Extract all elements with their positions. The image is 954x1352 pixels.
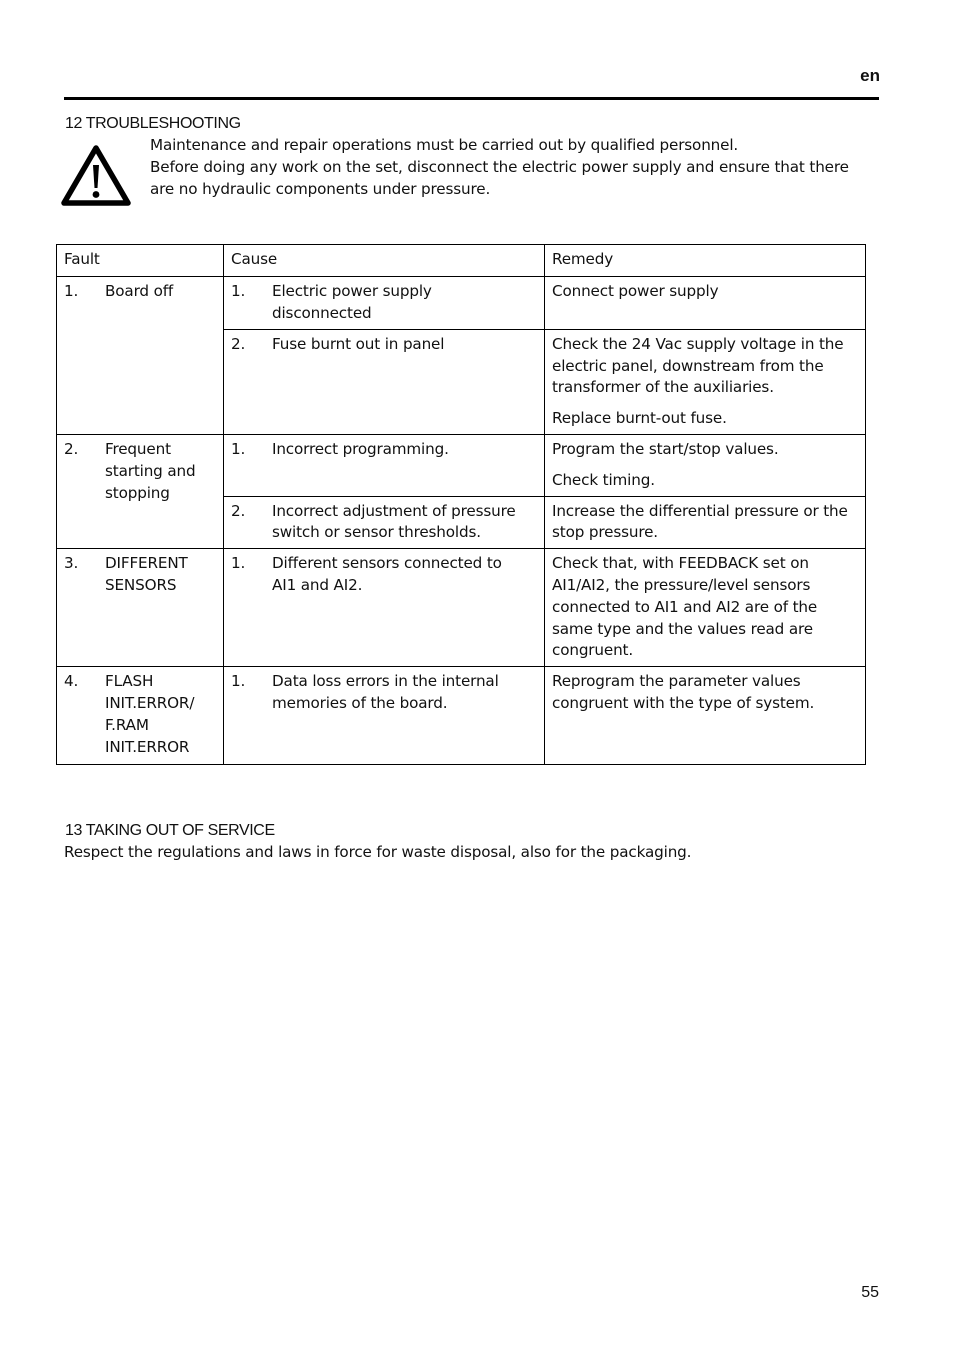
cause-text: Incorrect adjustment of pressure switch or sensor thresholds. [272,501,516,542]
section-13-heading: 13 TAKING OUT OF SERVICE [65,822,275,839]
cause-text: Fuse burnt out in panel [272,334,445,353]
section-13-text: Respect the regulations and laws in force for waste disposal, also for the packaging. [64,843,692,861]
fault-label: Frequent starting and stopping [105,439,196,502]
warning-line: Before doing any work on the set, disconnect the electric power supply and ensure that there [150,157,849,176]
remedy-text: Increase the differential pressure or the stop pressure. [552,501,848,542]
cause-number: 1. [231,672,246,691]
table-row [57,549,866,667]
remedy-text: Check that, with FEEDBACK set on AI1/AI2, the pressure/level sensors connected to AI1 and AI2 are of the same type and the values read are congruent. [552,554,818,660]
cause-number: 1. [231,439,246,458]
warning-line: Maintenance and repair operations must be carried out by qualified personnel. [150,136,739,154]
fault-number: 2. [64,439,79,458]
warning-line: are no hydraulic components under pressure. [150,179,491,198]
remedy-cell [545,549,866,667]
remedy-cell [545,496,866,549]
cause-cell [224,276,545,329]
cause-number: 1. [231,281,246,300]
fault-cell [57,434,224,548]
cause-text: Data loss errors in the internal memories of the board. [272,672,499,712]
fault-cell [57,667,224,765]
cause-text: Electric power supply disconnected [272,281,432,322]
fault-number: 3. [64,554,79,573]
fault-cell [57,276,224,434]
table-row [57,667,866,765]
fault-column-header: Fault [57,245,224,277]
remedy-cell [545,667,866,765]
remedy-text: Replace burnt-out fuse. [552,409,727,428]
warning-triangle-icon [60,143,132,207]
remedy-column-header: Remedy [545,245,866,277]
fault-number: 4. [64,672,79,691]
remedy-cell [545,276,866,329]
warning-text [150,135,875,200]
table-row [57,434,866,496]
header-rule [64,97,879,100]
table-row [57,276,866,329]
fault-label: DIFFERENT SENSORS [105,554,188,594]
cause-number: 1. [231,554,246,573]
table-header-row [57,245,866,277]
fault-label: Board off [105,281,174,300]
fault-number: 1. [64,281,79,300]
fault-label: FLASH INIT.ERROR/ F.RAM INIT.ERROR [105,672,195,756]
section-12-heading: 12 TROUBLESHOOTING [65,115,241,132]
page-number: 55 [861,1284,879,1301]
cause-cell [224,434,545,496]
cause-text: Incorrect programming. [272,439,449,458]
remedy-cell [545,329,866,434]
cause-column-header: Cause [224,245,545,277]
fault-cell [57,549,224,667]
cause-cell [224,329,545,434]
cause-text: Different sensors connected to AI1 and AI2. [272,554,502,594]
remedy-text: Check timing. [552,470,655,489]
cause-number: 2. [231,334,246,353]
cause-number: 2. [231,501,246,520]
remedy-cell [545,434,866,496]
cause-cell [224,549,545,667]
remedy-text: Connect power supply [552,281,719,300]
remedy-text: Reprogram the parameter values congruent with the type of system. [552,672,815,712]
troubleshooting-table [56,244,866,765]
remedy-text: Program the start/stop values. [552,439,779,458]
language-code: en [860,66,880,85]
cause-cell [224,667,545,765]
remedy-text: Check the 24 Vac supply voltage in the electric panel, downstream from the transformer of the auxiliaries. [552,334,844,397]
cause-cell [224,496,545,549]
